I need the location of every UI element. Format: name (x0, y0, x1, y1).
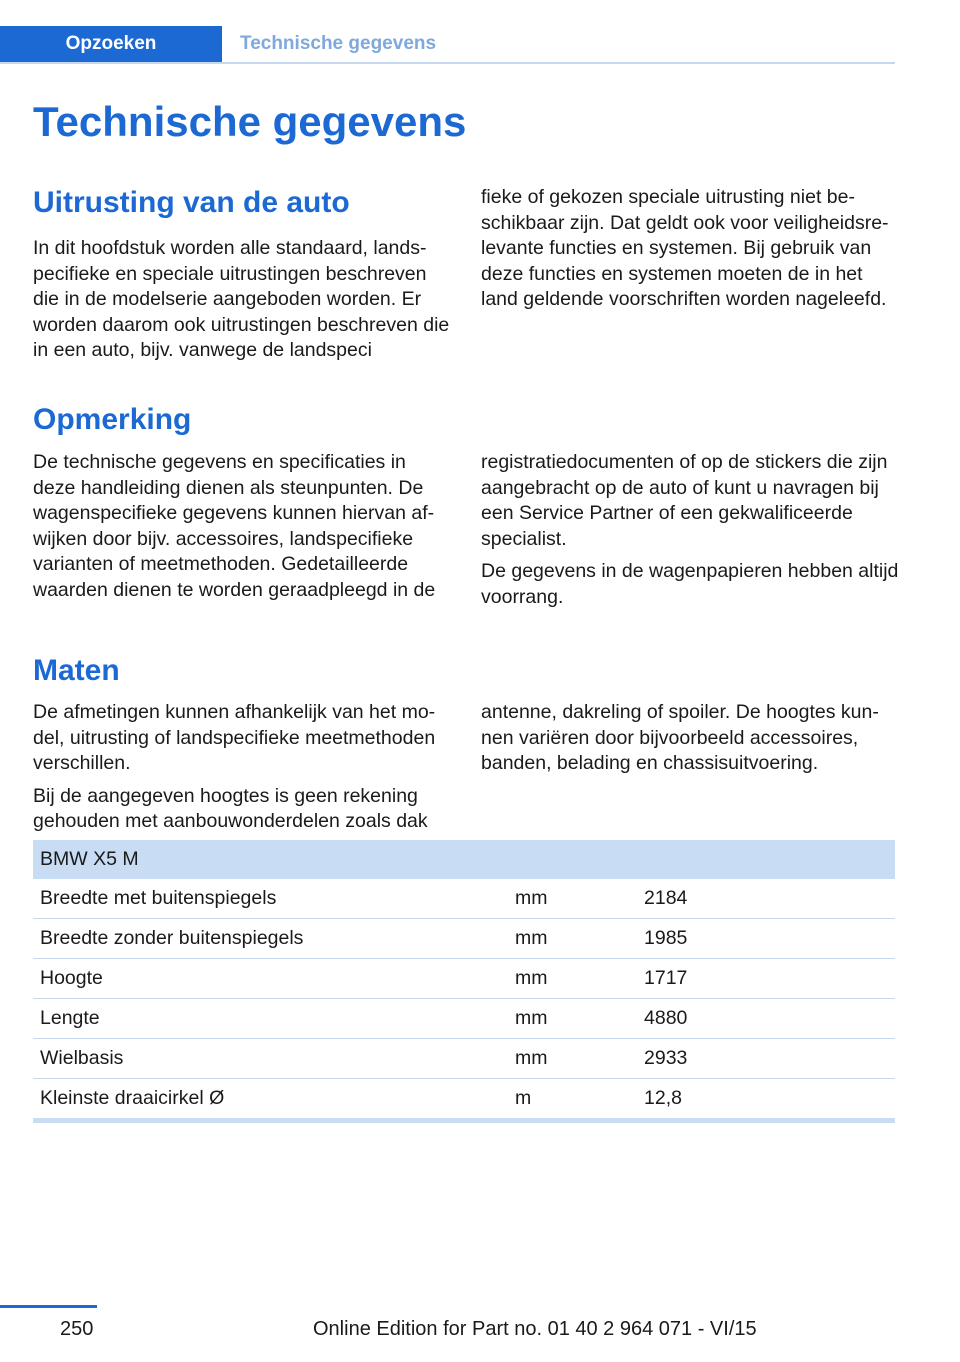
row-value: 1717 (637, 959, 895, 999)
opmerking-paragraph-right-1: registratiedocumenten of op de stickers die zijn aangebracht op de auto of kunt u navragen bij een Service Partner of een gekwalificeerde specialist. (481, 451, 888, 550)
top-navigation-bar (0, 26, 895, 64)
row-unit: mm (508, 1039, 637, 1079)
maten-paragraph-left-2: Bij de aangegeven hoogtes is geen rekening gehouden met aanbouwonderdelen zoals dak (33, 784, 428, 832)
table-row (33, 919, 895, 959)
row-label: Hoogte (33, 959, 508, 999)
row-unit: mm (508, 959, 637, 999)
row-value: 12,8 (637, 1079, 895, 1121)
maten-paragraph-right: antenne, dakreling of spoiler. De hoogtes kunnen variëren door bijvoorbeeld accessoires, banden, belading en chassisuitvoering. (481, 701, 879, 774)
uitrusting-paragraph-left: In dit hoofdstuk worden alle standaard, landspecifieke en speciale uitrustingen beschreven die in de modelserie aangeboden worden. Er worden daarom ook uitrustingen beschreven die in een auto, bijv. vanwege de landspeci (33, 237, 450, 361)
breadcrumb-technische-gegevens[interactable]: Technische gegevens (240, 33, 437, 54)
maten-paragraph-left-1: De afmetingen kunnen afhankelijk van het model, uitrusting of landspecifieke meetmethoden verschillen. (33, 701, 436, 774)
row-label: Lengte (33, 999, 508, 1039)
row-value: 1985 (637, 919, 895, 959)
opmerking-paragraph-left: De technische gegevens en specificaties in deze handleiding dienen als steunpunten. De wagenspecifieke gegevens kunnen hiervan afwijken door bijv. accessoires, landspecifieke varianten of meetmethoden. Gedetailleerde waarden dienen te worden geraadpleegd in de (33, 451, 436, 601)
row-unit: mm (508, 919, 637, 959)
opmerking-text-left (33, 450, 451, 610)
opmerking-text-right (481, 450, 899, 617)
table-row (33, 959, 895, 999)
edition-text: Online Edition for Part no. 01 40 2 964 071 - VI/15 (313, 1318, 757, 1340)
page-title: Technische gegevens (33, 98, 467, 145)
uitrusting-paragraph-right: fieke of gekozen speciale uitrusting niet beschikbaar zijn. Dat geldt ook voor veiligheidsrelevante functies en systemen. Bij gebruik van deze functies en systemen moeten de in het land geldende voorschriften worden nageleefd. (481, 186, 889, 310)
row-value: 4880 (637, 999, 895, 1039)
table-row (33, 1039, 895, 1079)
maten-text-right (481, 700, 899, 784)
row-unit: m (508, 1079, 637, 1121)
row-unit: mm (508, 879, 637, 919)
table-header-row (33, 840, 895, 879)
row-unit: mm (508, 999, 637, 1039)
row-value: 2933 (637, 1039, 895, 1079)
section-title-maten: Maten (33, 654, 120, 687)
page-number: 250 (60, 1318, 94, 1340)
opmerking-paragraph-right-2: De gegevens in de wagenpapieren hebben altijd voorrang. (481, 560, 899, 608)
row-label: Wielbasis (33, 1039, 508, 1079)
tab-opzoeken[interactable]: Opzoeken (0, 26, 222, 62)
table-row (33, 999, 895, 1039)
row-label: Breedte zonder buitenspiegels (33, 919, 508, 959)
maten-text-left (33, 700, 451, 842)
row-value: 2184 (637, 879, 895, 919)
row-label: Breedte met buitenspiegels (33, 879, 508, 919)
uitrusting-text-left (33, 236, 451, 371)
table-header-model: BMW X5 M (33, 840, 895, 879)
footer-divider (0, 1305, 97, 1308)
row-label: Kleinste draaicirkel Ø (33, 1079, 508, 1121)
table-row (33, 879, 895, 919)
dimensions-table (33, 840, 895, 1123)
uitrusting-text-right (481, 185, 899, 320)
section-title-opmerking: Opmerking (33, 403, 192, 436)
section-title-uitrusting: Uitrusting van de auto (33, 186, 350, 219)
table-row (33, 1079, 895, 1121)
